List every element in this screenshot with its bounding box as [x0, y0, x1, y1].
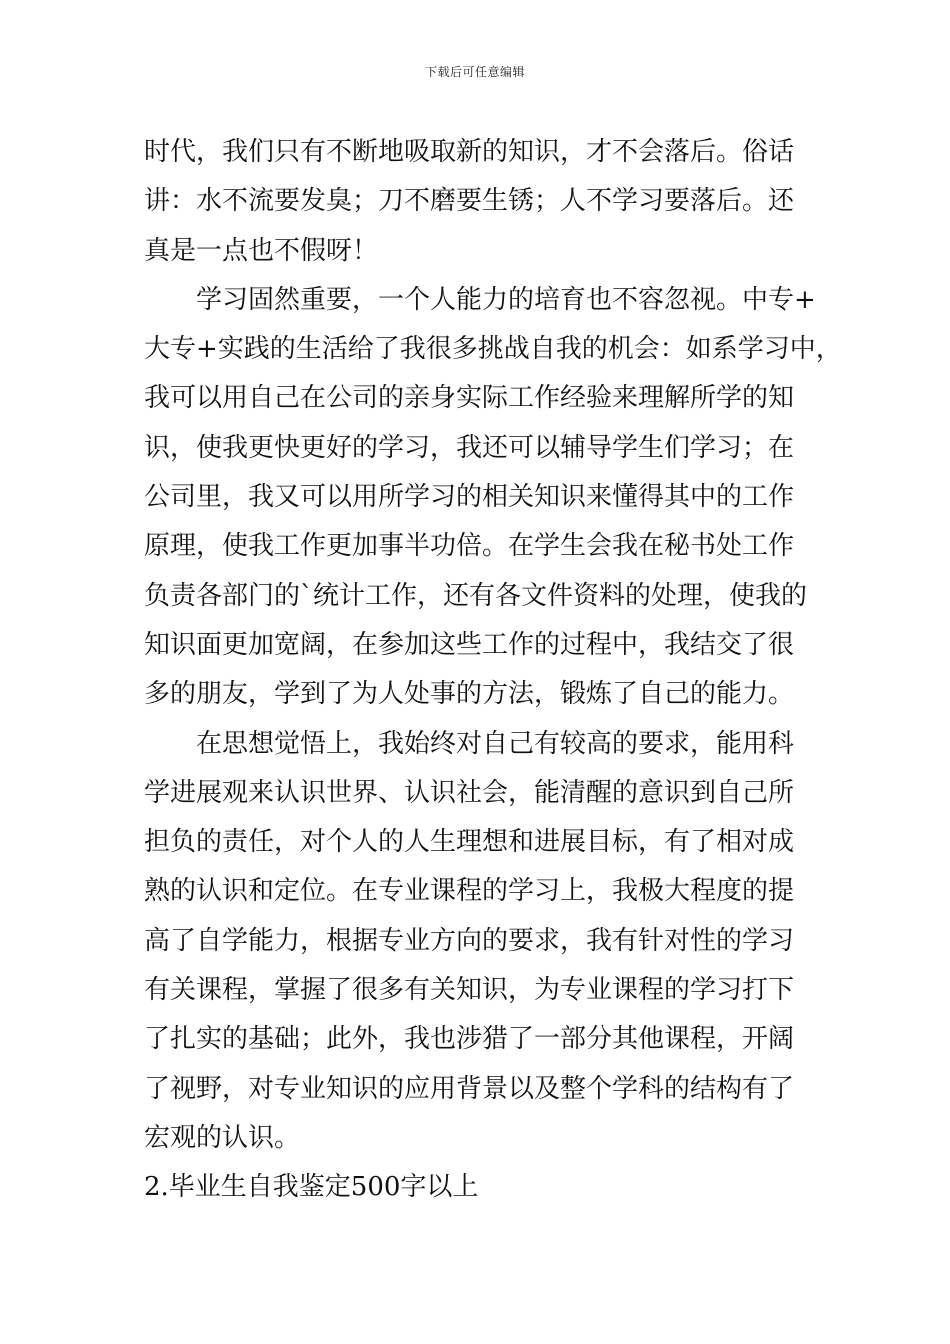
- paragraph-1: [144, 128, 814, 276]
- page-header: 下载后可任意编辑: [424, 65, 525, 79]
- text-line: 讲：水不流要发臭；刀不磨要生锈；人不学习要落后。还: [144, 186, 795, 217]
- paragraph-2: [144, 276, 842, 720]
- text-line: 了视野，对专业知识的应用背景以及整个学科的结构有了: [144, 1073, 795, 1104]
- document-body: [144, 128, 842, 1213]
- section-heading: 2.毕业生自我鉴定500字以上: [144, 1172, 479, 1203]
- text-line: 负责各部门的`统计工作，还有各文件资料的处理，使我的: [144, 580, 808, 611]
- text-line: 在思想觉悟上，我始终对自己有较高的要求，能用科: [196, 728, 795, 759]
- text-line: 学进展观来认识世界、认识社会，能清醒的意识到自己所: [144, 777, 795, 808]
- text-line: 宏观的认识。: [144, 1122, 301, 1153]
- text-line: 知识面更加宽阔，在参加这些工作的过程中，我结交了很: [144, 629, 795, 660]
- text-line: 公司里，我又可以用所学习的相关知识来懂得其中的工作: [144, 482, 795, 513]
- text-line: 真是一点也不假呀！: [144, 235, 379, 266]
- text-line: 有关课程，掌握了很多有关知识，为专业课程的学习打下: [144, 975, 795, 1006]
- text-line: 识，使我更快更好的学习，我还可以辅导学生们学习；在: [144, 432, 795, 463]
- text-line: 学习固然重要，一个人能力的培育也不容忽视。中专+: [196, 284, 816, 315]
- text-line: 熟的认识和定位。在专业课程的学习上，我极大程度的提: [144, 876, 795, 907]
- text-line: 多的朋友，学到了为人处事的方法，锻炼了自己的能力。: [144, 679, 795, 710]
- text-line: 我可以用自己在公司的亲身实际工作经验来理解所学的知: [144, 383, 795, 414]
- text-line: 了扎实的基础；此外，我也涉猎了一部分其他课程，开阔: [144, 1024, 795, 1055]
- text-line: 时代，我们只有不断地吸取新的知识，才不会落后。俗话: [144, 137, 795, 167]
- text-line: 高了自学能力，根据专业方向的要求，我有针对性的学习: [144, 925, 795, 956]
- text-line: 大专+实践的生活给了我很多挑战自我的机会：如系学习中，: [144, 334, 842, 365]
- text-line: 原理，使我工作更加事半功倍。在学生会我在秘书处工作: [144, 531, 795, 562]
- text-line: 担负的责任，对个人的人生理想和进展目标，有了相对成: [144, 827, 795, 858]
- paragraph-3: [144, 720, 814, 1164]
